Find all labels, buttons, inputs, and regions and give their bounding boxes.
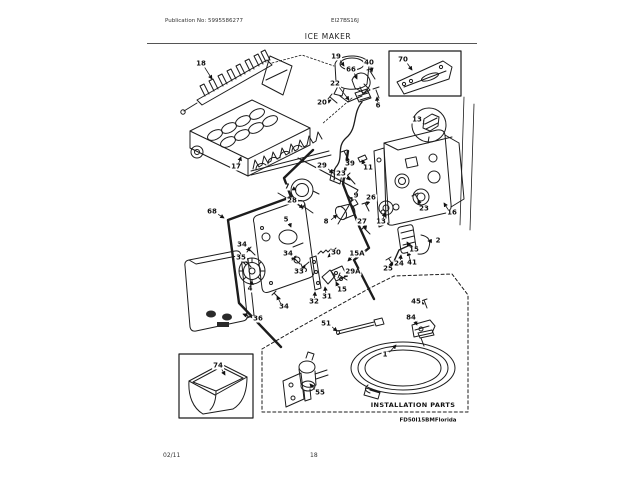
part-callout-41: 41 <box>407 258 417 267</box>
part-callout-6: 6 <box>375 101 381 110</box>
part-callout-51: 51 <box>321 319 331 328</box>
part-callout-31: 31 <box>322 292 332 301</box>
part-callout-4: 4 <box>247 284 253 293</box>
part-callout-34: 34 <box>283 249 293 258</box>
part-callout-16: 16 <box>447 208 457 217</box>
part-callout-13: 13 <box>412 115 422 124</box>
part-callout-66: 66 <box>346 65 356 74</box>
part-callout-35: 35 <box>236 253 246 262</box>
part-callout-1: 1 <box>382 350 388 359</box>
part-callout-28: 28 <box>287 196 297 205</box>
part-callout-18: 18 <box>196 59 206 68</box>
part-callout-25: 25 <box>383 264 393 273</box>
model-number: EI27BS16J <box>331 18 359 24</box>
page-title: ICE MAKER <box>304 32 352 41</box>
part-callout-74: 74 <box>213 361 223 370</box>
page-number: 18 <box>310 452 318 459</box>
part-callout-24: 24 <box>394 259 404 268</box>
part-callout-5: 5 <box>283 215 289 224</box>
part-callout-19: 19 <box>331 52 341 61</box>
part-callout-29: 29 <box>317 161 327 170</box>
part-callout-15A: 15A <box>349 249 365 258</box>
part-callout-26: 26 <box>366 193 376 202</box>
part-callout-13: 13 <box>376 217 386 226</box>
part-callout-40: 40 <box>364 58 374 67</box>
part-callout-23: 23 <box>336 169 346 178</box>
part-callout-36: 36 <box>253 314 263 323</box>
part-callout-27: 27 <box>357 217 367 226</box>
part-callout-33: 33 <box>294 267 304 276</box>
revision-date: 02/11 <box>163 452 181 459</box>
part-callout-23: 23 <box>419 204 429 213</box>
drawing-code: FD50I15BMFlorida <box>399 417 457 424</box>
part-callout-17: 17 <box>231 162 241 171</box>
part-callout-7: 7 <box>284 182 290 191</box>
part-callout-34: 34 <box>279 302 289 311</box>
part-callout-29A: 29A <box>345 267 361 276</box>
publication-number: Publication No: 5995586277 <box>165 18 244 24</box>
part-callout-2: 2 <box>435 236 441 245</box>
part-callout-15: 15 <box>409 245 419 254</box>
part-callout-8: 8 <box>323 217 329 226</box>
part-callout-55: 55 <box>315 388 325 397</box>
part-callout-9: 9 <box>353 191 359 200</box>
installation-parts-label: INSTALLATION PARTS <box>370 400 456 409</box>
part-callout-45: 45 <box>411 297 421 306</box>
part-callout-30: 30 <box>331 248 341 257</box>
part-callout-70: 70 <box>398 55 408 64</box>
part-callout-84: 84 <box>406 313 416 322</box>
part-callout-22: 22 <box>330 79 340 88</box>
part-callout-68: 68 <box>207 207 217 216</box>
part-callout-39: 39 <box>345 159 355 168</box>
part-callout-32: 32 <box>309 297 319 306</box>
part-callout-34: 34 <box>237 240 247 249</box>
part-callout-11: 11 <box>363 163 373 172</box>
part-callout-20: 20 <box>317 98 327 107</box>
part-callout-15: 15 <box>337 285 347 294</box>
